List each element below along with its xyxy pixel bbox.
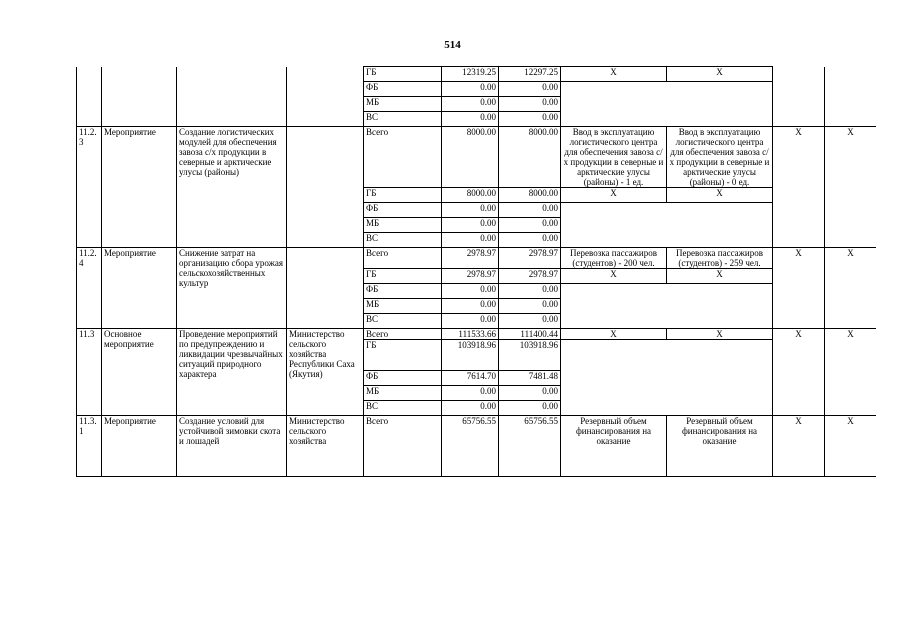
- plan-cell: 0.00: [442, 314, 499, 329]
- result-plan-cell: Резервный объем финансирования на оказание: [561, 416, 667, 477]
- table-row: [77, 248, 877, 269]
- source-cell: ВС: [364, 401, 442, 416]
- empty-result-cell: [561, 82, 773, 127]
- plan-cell: 8000.00: [442, 188, 499, 203]
- org-cell: Министерство сельского хозяйства: [287, 416, 364, 477]
- type-cell: Мероприятие: [102, 248, 177, 329]
- name-cell: [177, 67, 287, 127]
- org-cell: [287, 67, 364, 127]
- source-cell: ГБ: [364, 67, 442, 82]
- result-plan-cell: Х: [561, 269, 667, 284]
- x-cell: Х: [773, 416, 825, 477]
- result-fact-cell: Х: [667, 269, 773, 284]
- result-fact-cell: Перевозка пассажиров (студентов) - 259 чел.: [667, 248, 773, 269]
- result-plan-cell: Ввод в эксплуатацию логистического центра для обеспечения завоза с/х продукции в северные и арктические улусы (районы) - 1 ед.: [561, 127, 667, 188]
- source-cell: ГБ: [364, 188, 442, 203]
- result-plan-cell: Х: [561, 67, 667, 82]
- plan-cell: 65756.55: [442, 416, 499, 477]
- name-cell: Снижение затрат на организацию сбора урожая сельскохозяйственных культур: [177, 248, 287, 329]
- fact-cell: 0.00: [499, 218, 561, 233]
- fact-cell: 0.00: [499, 112, 561, 127]
- result-fact-cell: Х: [667, 188, 773, 203]
- name-cell: Проведение мероприятий по предупреждению и ликвидации чрезвычайных ситуаций природного характера: [177, 329, 287, 416]
- num-cell: 11.3: [77, 329, 102, 416]
- org-cell: Министерство сельского хозяйства Республики Саха (Якутия): [287, 329, 364, 416]
- source-cell: ФБ: [364, 284, 442, 299]
- fact-cell: 65756.55: [499, 416, 561, 477]
- org-cell: [287, 248, 364, 329]
- fact-cell: 111400.44: [499, 329, 561, 340]
- source-cell: ФБ: [364, 82, 442, 97]
- plan-cell: 0.00: [442, 112, 499, 127]
- fact-cell: 2978.97: [499, 269, 561, 284]
- x-cell: Х: [825, 127, 877, 248]
- source-cell: ГБ: [364, 269, 442, 284]
- fact-cell: 0.00: [499, 401, 561, 416]
- fact-cell: 0.00: [499, 97, 561, 112]
- x-cell: [773, 67, 825, 127]
- x-cell: Х: [773, 127, 825, 248]
- plan-cell: 0.00: [442, 82, 499, 97]
- fact-cell: 0.00: [499, 314, 561, 329]
- fact-cell: 8000.00: [499, 127, 561, 188]
- source-cell: ФБ: [364, 371, 442, 386]
- num-cell: 11.3.1: [77, 416, 102, 477]
- type-cell: [102, 67, 177, 127]
- name-cell: Создание условий для устойчивой зимовки скота и лошадей: [177, 416, 287, 477]
- plan-cell: 103918.96: [442, 340, 499, 371]
- source-cell: ВС: [364, 314, 442, 329]
- empty-result-cell: [561, 340, 773, 416]
- plan-cell: 0.00: [442, 233, 499, 248]
- budget-table-container: [76, 66, 876, 596]
- table-row: [77, 127, 877, 188]
- fact-cell: 0.00: [499, 299, 561, 314]
- table-row: [77, 416, 877, 477]
- x-cell: Х: [773, 329, 825, 416]
- x-cell: Х: [825, 248, 877, 329]
- source-cell: ВС: [364, 233, 442, 248]
- source-cell: ГБ: [364, 340, 442, 371]
- fact-cell: 0.00: [499, 386, 561, 401]
- result-fact-cell: Х: [667, 67, 773, 82]
- fact-cell: 12297.25: [499, 67, 561, 82]
- fact-cell: 0.00: [499, 284, 561, 299]
- result-plan-cell: Перевозка пассажиров (студентов) - 200 чел.: [561, 248, 667, 269]
- source-cell: Всего: [364, 416, 442, 477]
- num-cell: 11.2.3: [77, 127, 102, 248]
- empty-result-cell: [561, 284, 773, 329]
- plan-cell: 8000.00: [442, 127, 499, 188]
- x-cell: Х: [773, 248, 825, 329]
- plan-cell: 0.00: [442, 386, 499, 401]
- source-cell: ВС: [364, 112, 442, 127]
- type-cell: Мероприятие: [102, 127, 177, 248]
- plan-cell: 12319.25: [442, 67, 499, 82]
- plan-cell: 0.00: [442, 401, 499, 416]
- num-cell: 11.2.4: [77, 248, 102, 329]
- result-plan-cell: Х: [561, 188, 667, 203]
- num-cell: [77, 67, 102, 127]
- org-cell: [287, 127, 364, 248]
- table-row: [77, 67, 877, 82]
- plan-cell: 0.00: [442, 218, 499, 233]
- x-cell: [825, 67, 877, 127]
- source-cell: ФБ: [364, 203, 442, 218]
- source-cell: Всего: [364, 248, 442, 269]
- fact-cell: 8000.00: [499, 188, 561, 203]
- result-fact-cell: Ввод в эксплуатацию логистического центра для обеспечения завоза с/х продукции в северные и арктические улусы (районы) - 0 ед.: [667, 127, 773, 188]
- fact-cell: 0.00: [499, 203, 561, 218]
- fact-cell: 2978.97: [499, 248, 561, 269]
- result-plan-cell: Х: [561, 329, 667, 340]
- plan-cell: 2978.97: [442, 269, 499, 284]
- fact-cell: 0.00: [499, 82, 561, 97]
- source-cell: МБ: [364, 97, 442, 112]
- plan-cell: 0.00: [442, 299, 499, 314]
- plan-cell: 0.00: [442, 97, 499, 112]
- fact-cell: 0.00: [499, 233, 561, 248]
- empty-result-cell: [561, 203, 773, 248]
- x-cell: Х: [825, 329, 877, 416]
- x-cell: Х: [825, 416, 877, 477]
- table-row: [77, 329, 877, 340]
- source-cell: Всего: [364, 127, 442, 188]
- source-cell: Всего: [364, 329, 442, 340]
- name-cell: Создание логистических модулей для обеспечения завоза с/х продукции в северные и арктические улусы (районы): [177, 127, 287, 248]
- type-cell: Мероприятие: [102, 416, 177, 477]
- page-number: 514: [444, 39, 461, 51]
- source-cell: МБ: [364, 386, 442, 401]
- budget-table: [76, 66, 876, 477]
- plan-cell: 7614.70: [442, 371, 499, 386]
- plan-cell: 0.00: [442, 284, 499, 299]
- result-fact-cell: Резервный объем финансирования на оказание: [667, 416, 773, 477]
- fact-cell: 7481.48: [499, 371, 561, 386]
- plan-cell: 2978.97: [442, 248, 499, 269]
- plan-cell: 111533.66: [442, 329, 499, 340]
- result-fact-cell: Х: [667, 329, 773, 340]
- fact-cell: 103918.96: [499, 340, 561, 371]
- source-cell: МБ: [364, 299, 442, 314]
- type-cell: Основное мероприятие: [102, 329, 177, 416]
- plan-cell: 0.00: [442, 203, 499, 218]
- source-cell: МБ: [364, 218, 442, 233]
